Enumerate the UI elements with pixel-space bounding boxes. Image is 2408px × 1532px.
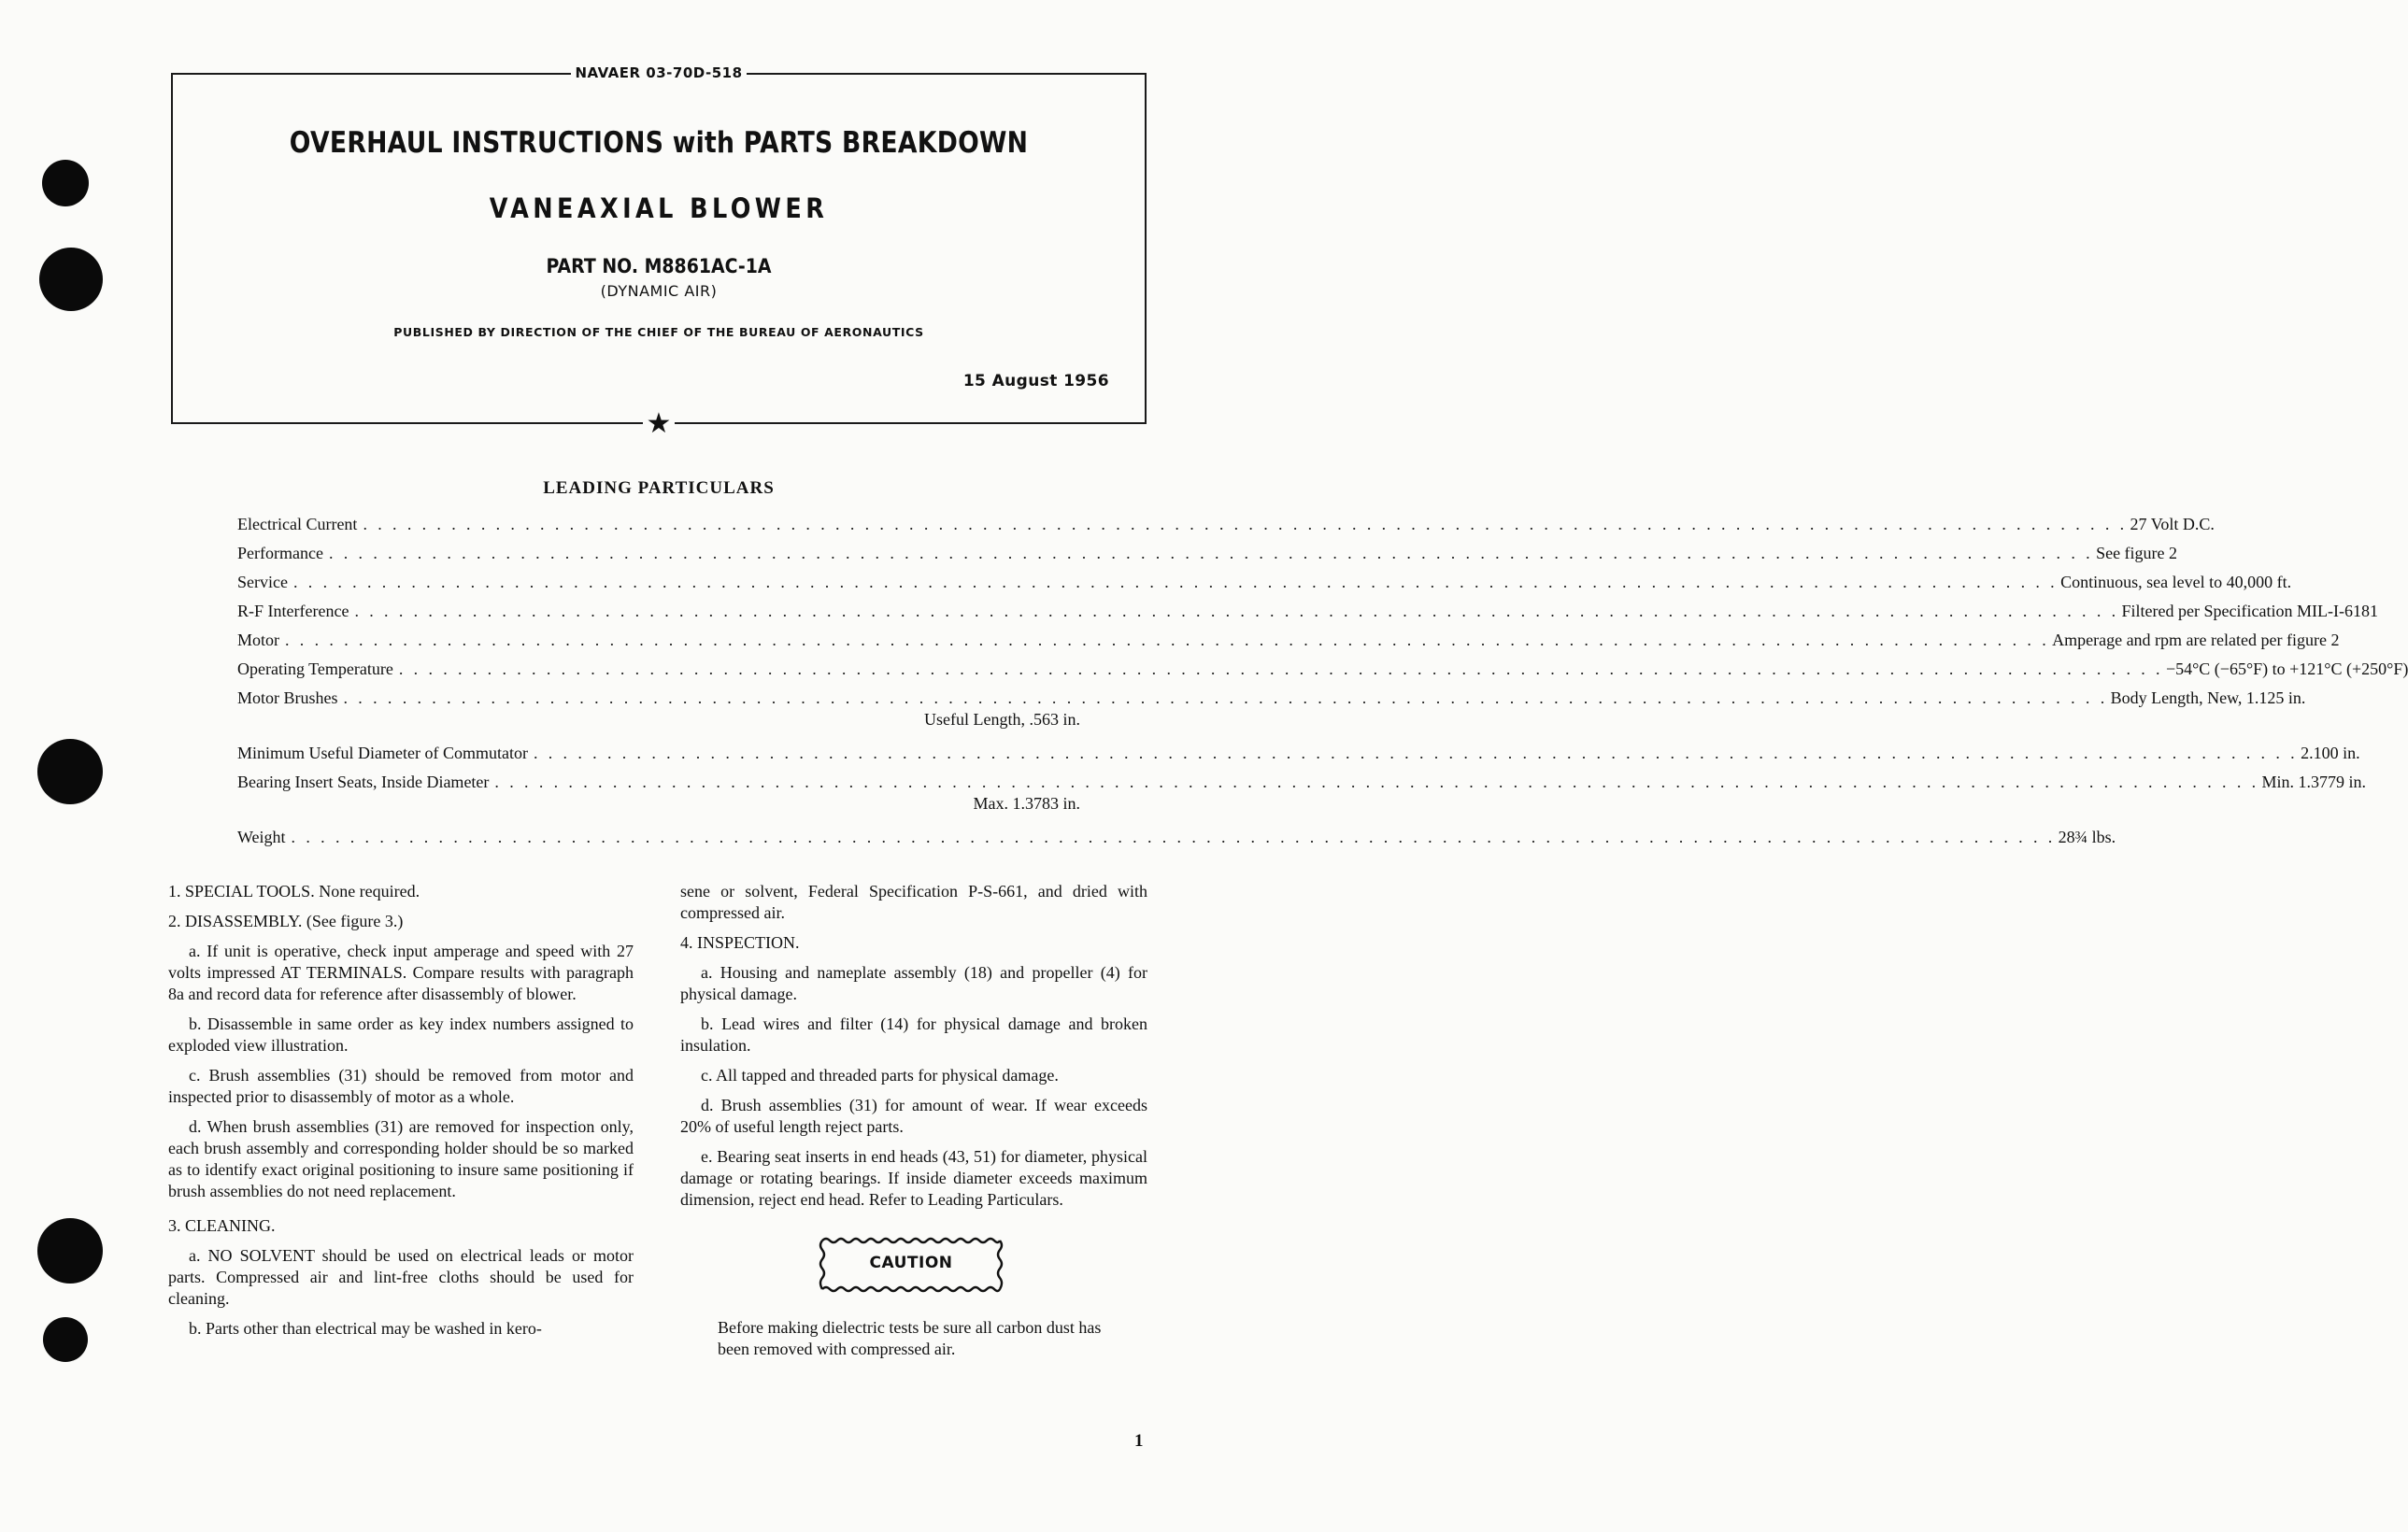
published-by: PUBLISHED BY DIRECTION OF THE CHIEF OF THE BUREAU OF AERONAUTICS <box>393 325 924 339</box>
publication-date: 15 August 1956 <box>962 372 1109 390</box>
particular-row <box>237 602 2378 631</box>
paragraph: a. NO SOLVENT should be used on electrical leads or motor parts. Compressed air and lint-free cloths should be used for cleaning. <box>168 1246 634 1308</box>
particular-label: Weight <box>237 828 286 846</box>
particular-value: 2.100 in. <box>2301 744 2360 762</box>
particular-row <box>237 573 2292 602</box>
binder-hole-1 <box>42 160 89 206</box>
leader-dots: . . . . . . . . . . . . . . . . . . . . . . . . . . . . . . . . . . . . . . . . . . . . . . . . . . . . . . . . . . . . . . . . . . . . . . . . . . . . . . . . . . . . . . . . . . . . . . . . . . . . . . . . . . . . . . . . . . . . . . . . <box>363 515 2128 533</box>
particular-value: Amperage and rpm are related per figure 2 <box>2052 631 2340 649</box>
particular-label: R-F Interference <box>237 602 349 620</box>
particular-value: Continuous, sea level to 40,000 ft. <box>2060 573 2292 591</box>
paragraph: e. Bearing seat inserts in end heads (43, 51) for diameter, physical damage or rotating bearings. If inside diameter exceeds maximum dimension, reject end head. Refer to Leading Particulars. <box>680 1147 1147 1209</box>
particular-label: Performance <box>237 544 323 562</box>
star-icon: ★ <box>173 410 1145 438</box>
leader-dots: . . . . . . . . . . . . . . . . . . . . . . . . . . . . . . . . . . . . . . . . . . . . . . . . . . . . . . . . . . . . . . . . . . . . . . . . . . . . . . . . . . . . . . . . . . . . . . . . . . . . . . . . . . . . . . . . . . . . . . . . <box>328 544 2094 562</box>
paragraph: c. Brush assemblies (31) should be removed from motor and inspected prior to disassembly of motor as a whole. <box>168 1066 634 1106</box>
particular-value: 28¾ lbs. <box>2058 828 2116 846</box>
leader-dots: . . . . . . . . . . . . . . . . . . . . . . . . . . . . . . . . . . . . . . . . . . . . . . . . . . . . . . . . . . . . . . . . . . . . . . . . . . . . . . . . . . . . . . . . . . . . . . . . . . . . . . . . . . . . . . . . . . . . . . . . <box>292 573 2059 591</box>
doc-subtitle: VANEAXIAL BLOWER <box>489 192 829 224</box>
particular-row <box>237 631 2340 660</box>
binder-hole-3 <box>37 739 103 804</box>
particular-label: Motor Brushes <box>237 688 338 707</box>
leader-dots: . . . . . . . . . . . . . . . . . . . . . . . . . . . . . . . . . . . . . . . . . . . . . . . . . . . . . . . . . . . . . . . . . . . . . . . . . . . . . . . . . . . . . . . . . . . . . . . . . . . . . . . . . . . . . . . . . . . . . . . . <box>354 602 2119 620</box>
part-number: PART NO. M8861AC-1A <box>546 255 772 277</box>
binder-hole-2 <box>39 248 103 311</box>
section-special-tools: 1. SPECIAL TOOLS. None required. <box>168 882 420 901</box>
doc-number: NAVAER 03-70D-518 <box>173 64 1145 81</box>
paragraph: sene or solvent, Federal Specification P-S-661, and dried with compressed air. <box>680 882 1147 922</box>
particular-label: Bearing Insert Seats, Inside Diameter <box>237 773 490 791</box>
leader-dots: . . . . . . . . . . . . . . . . . . . . . . . . . . . . . . . . . . . . . . . . . . . . . . . . . . . . . . . . . . . . . . . . . . . . . . . . . . . . . . . . . . . . . . . . . . . . . . . . . . . . . . . . . . . . . . . . . . . . . . . . <box>398 660 2163 678</box>
caution-box <box>819 1237 1004 1293</box>
particular-label: Operating Temperature <box>237 660 393 678</box>
section-cleaning: 3. CLEANING. <box>168 1216 276 1235</box>
particular-row <box>237 515 2215 544</box>
particular-value: Min. 1.3779 in. <box>2261 773 2367 791</box>
right-column <box>680 881 1147 1360</box>
doc-title: OVERHAUL INSTRUCTIONS with PARTS BREAKDOWN <box>289 126 1029 160</box>
title-block <box>171 64 1147 439</box>
paragraph: d. Brush assemblies (31) for amount of wear. If wear exceeds 20% of useful length reject parts. <box>680 1096 1147 1136</box>
particular-value-continued: Max. 1.3783 in. <box>973 794 1080 813</box>
manufacturer: (DYNAMIC AIR) <box>600 282 718 300</box>
paragraph: b. Disassemble in same order as key index numbers assigned to exploded view illustration. <box>168 1014 634 1055</box>
caution-text: Before making dielectric tests be sure all carbon dust has been removed with compressed air. <box>718 1318 1102 1358</box>
binder-hole-5 <box>43 1317 88 1362</box>
section-disassembly: 2. DISASSEMBLY. (See figure 3.) <box>168 912 404 930</box>
leader-dots: . . . . . . . . . . . . . . . . . . . . . . . . . . . . . . . . . . . . . . . . . . . . . . . . . . . . . . . . . . . . . . . . . . . . . . . . . . . . . . . . . . . . . . . . . . . . . . . . . . . . . . . . . . . . . . . . . . . . . . . . <box>494 773 2259 791</box>
section-inspection: 4. INSPECTION. <box>680 933 800 952</box>
particular-label: Motor <box>237 631 279 649</box>
particular-row <box>237 744 2360 773</box>
particular-row <box>237 544 2178 573</box>
binder-hole-4 <box>37 1218 103 1284</box>
particular-value: Body Length, New, 1.125 in. <box>2110 688 2306 707</box>
leader-dots: . . . . . . . . . . . . . . . . . . . . . . . . . . . . . . . . . . . . . . . . . . . . . . . . . . . . . . . . . . . . . . . . . . . . . . . . . . . . . . . . . . . . . . . . . . . . . . . . . . . . . . . . . . . . . . . . . . . . . . . . <box>343 688 2108 707</box>
particular-value-continued: Useful Length, .563 in. <box>924 710 1080 729</box>
particular-value: −54°C (−65°F) to +121°C (+250°F) <box>2165 660 2408 678</box>
leader-dots: . . . . . . . . . . . . . . . . . . . . . . . . . . . . . . . . . . . . . . . . . . . . . . . . . . . . . . . . . . . . . . . . . . . . . . . . . . . . . . . . . . . . . . . . . . . . . . . . . . . . . . . . . . . . . . . . . . . . . . . . <box>291 828 2056 846</box>
page-number: 1 <box>1134 1431 1144 1451</box>
leading-particulars-table <box>237 515 2408 857</box>
paragraph: c. All tapped and threaded parts for physical damage. <box>701 1066 1059 1085</box>
particular-value: See figure 2 <box>2096 544 2178 562</box>
caution-label: CAUTION <box>869 1254 953 1272</box>
particular-value: 27 Volt D.C. <box>2130 515 2215 533</box>
paragraph: d. When brush assemblies (31) are removed for inspection only, each brush assembly and corresponding holder should be so marked as to identify exact original positioning to insure same positioning if brush assemblies do not need replacement. <box>168 1117 634 1200</box>
particular-label: Minimum Useful Diameter of Commutator <box>237 744 528 762</box>
paragraph: a. Housing and nameplate assembly (18) and propeller (4) for physical damage. <box>680 963 1147 1003</box>
paragraph: b. Lead wires and filter (14) for physical damage and broken insulation. <box>680 1014 1147 1055</box>
paragraph: b. Parts other than electrical may be washed in kero- <box>189 1319 542 1338</box>
particular-row <box>237 828 2116 857</box>
leader-dots: . . . . . . . . . . . . . . . . . . . . . . . . . . . . . . . . . . . . . . . . . . . . . . . . . . . . . . . . . . . . . . . . . . . . . . . . . . . . . . . . . . . . . . . . . . . . . . . . . . . . . . . . . . . . . . . . . . . . . . . . <box>285 631 2050 649</box>
left-column <box>168 881 634 1348</box>
particular-value: Filtered per Specification MIL-I-6181 <box>2121 602 2378 620</box>
particular-label: Electrical Current <box>237 515 358 533</box>
leading-particulars-title: LEADING PARTICULARS <box>543 478 775 498</box>
leader-dots: . . . . . . . . . . . . . . . . . . . . . . . . . . . . . . . . . . . . . . . . . . . . . . . . . . . . . . . . . . . . . . . . . . . . . . . . . . . . . . . . . . . . . . . . . . . . . . . . . . . . . . . . . . . . . . . . . . . . . . . . <box>533 744 2299 762</box>
particular-row <box>237 660 2408 688</box>
paragraph: a. If unit is operative, check input amperage and speed with 27 volts impressed AT TERMINALS. Compare results with paragraph 8a and record data for reference after disassembly of blower. <box>168 942 634 1003</box>
particular-label: Service <box>237 573 288 591</box>
